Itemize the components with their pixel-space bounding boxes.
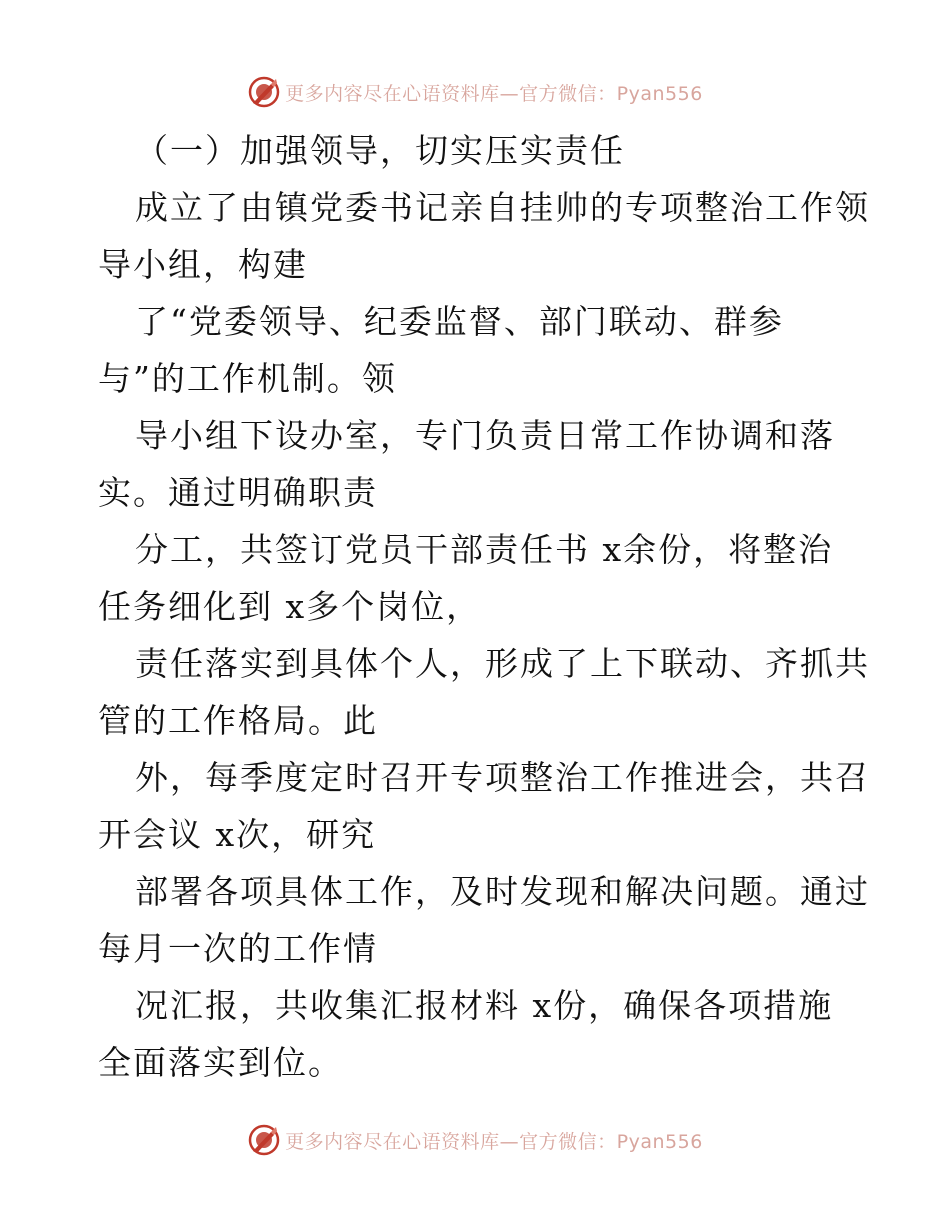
watermark-text: 更多内容尽在心语资料库—官方微信：Pyan556 bbox=[285, 1130, 703, 1153]
paragraph-line: 成立了由镇党委书记亲自挂帅的专项整治工作领 bbox=[135, 188, 870, 227]
paragraph-line: 外，每季度定时召开专项整治工作推进会，共召 bbox=[135, 758, 870, 797]
paragraph-line: 部署各项具体工作，及时发现和解决问题。通过 bbox=[135, 872, 870, 911]
paragraph-line: 实。通过明确职责 bbox=[98, 473, 378, 512]
paragraph-line: 导小组下设办室，专门负责日常工作协调和落 bbox=[135, 416, 835, 455]
paragraph-line: 况汇报，共收集汇报材料 x份，确保各项措施 bbox=[135, 986, 834, 1025]
watermark-text: 更多内容尽在心语资料库—官方微信：Pyan556 bbox=[285, 82, 703, 105]
section-heading: （一）加强领导，切实压实责任 bbox=[135, 131, 625, 170]
paragraph-line: 任务细化到 x多个岗位， bbox=[98, 587, 482, 626]
paragraph-line: 全面落实到位。 bbox=[98, 1043, 343, 1082]
paragraph-line: 责任落实到具体个人，形成了上下联动、齐抓共 bbox=[135, 644, 870, 683]
footer-watermark-banner bbox=[0, 1120, 950, 1160]
header-watermark-banner bbox=[0, 72, 950, 112]
paragraph-line: 导小组，构建 bbox=[98, 245, 308, 284]
document-body bbox=[98, 122, 868, 1091]
paragraph-line: 了“党委领导、纪委监督、部门联动、群参 bbox=[135, 302, 784, 341]
quill-pen-circle-icon bbox=[247, 1123, 281, 1157]
paragraph-line: 每月一次的工作情 bbox=[98, 929, 378, 968]
quill-pen-circle-icon bbox=[247, 75, 281, 109]
paragraph-line: 开会议 x次，研究 bbox=[98, 815, 377, 854]
paragraph-line: 管的工作格局。此 bbox=[98, 701, 378, 740]
paragraph-line: 分工，共签订党员干部责任书 x余份，将整治 bbox=[135, 530, 834, 569]
paragraph-line: 与”的工作机制。领 bbox=[98, 359, 397, 398]
